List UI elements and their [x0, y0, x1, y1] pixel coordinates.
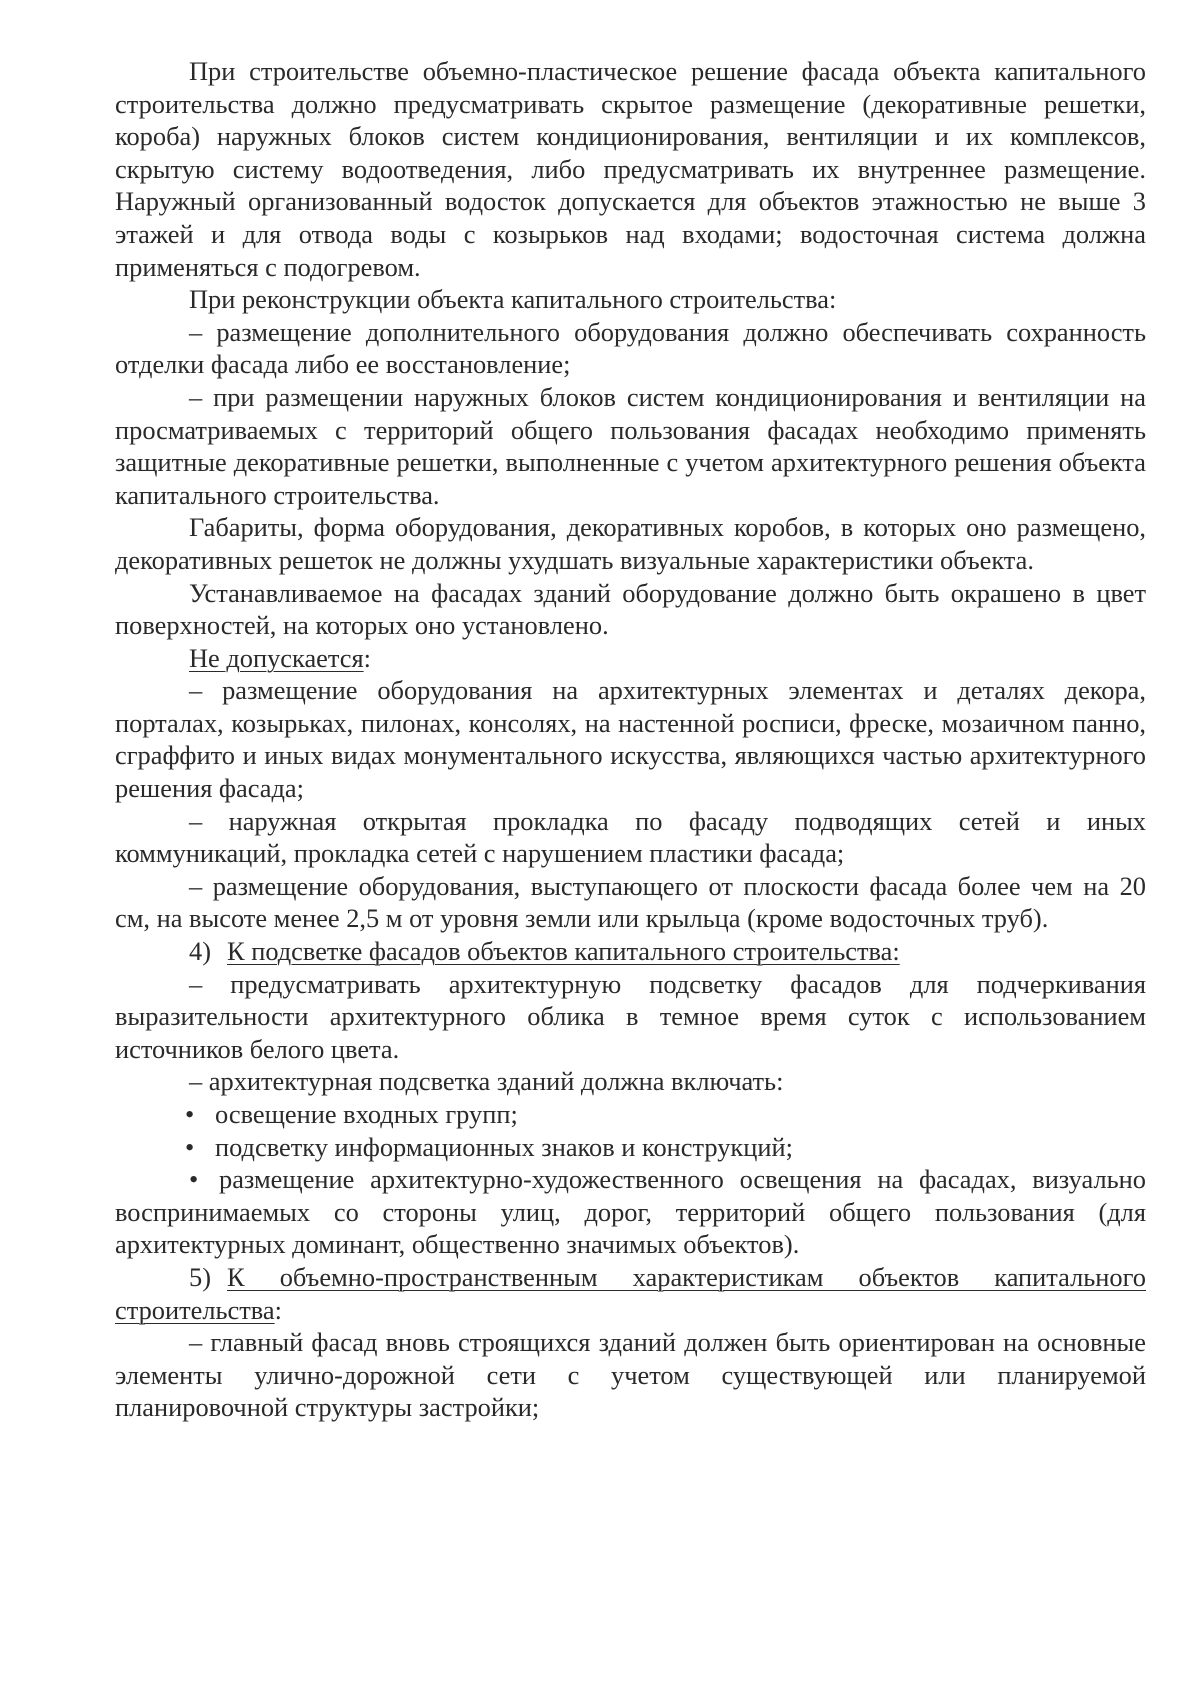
paragraph-outdoor-units: – при размещении наружных блоков систем кондиционирования и вентиляции на просматриваемых с территорий общего пользования фасадах необходимо применять защитные декоративные решетки, выполненные с учетом архитектурного решения объекта капитального строительства. [115, 381, 1146, 510]
not-allowed-colon: : [363, 642, 371, 673]
not-allowed-label: Не допускается [189, 642, 364, 673]
section-5-title: К объемно-пространственным характеристикам объектов капитального строительства [115, 1261, 1146, 1325]
bullet-marker: • [189, 1164, 199, 1195]
list-item [115, 1098, 1146, 1131]
document-body [115, 55, 1146, 1424]
bullet-sign-lighting: подсветку информационных знаков и конструкций; [215, 1131, 793, 1162]
section-4-heading [115, 935, 1146, 968]
paragraph-decor-elements: – размещение оборудования на архитектурных элементах и деталях декора, порталах, козырьках, пилонах, консолях, на настенной росписи, фреске, мозаичном панно, сграффито и иных видах монументального искусства, являющихся частью архитектурного решения фасада; [115, 675, 1146, 804]
paragraph-main-facade-orientation: – главный фасад вновь строящихся зданий должен быть ориентирован на основные элементы улично-дорожной сети с учетом существующей или планируемой планировочной структуры застройки; [115, 1327, 1146, 1423]
section-5-colon: : [274, 1294, 282, 1325]
paragraph-open-wiring: – наружная открытая прокладка по фасаду подводящих сетей и иных коммуникаций, прокладка сетей с нарушением пластики фасада; [115, 805, 1146, 869]
bullet-entrance-lighting: освещение входных групп; [215, 1099, 518, 1129]
paragraph-equipment-dimensions: Габариты, форма оборудования, декоративных коробов, в которых оно размещено, декоративных решеток не должны ухудшать визуальные характеристики объекта. [115, 512, 1146, 575]
not-allowed-heading [115, 642, 1146, 675]
section-4-title: К подсветке фасадов объектов капитального строительства: [227, 936, 900, 967]
list-item [115, 1131, 1146, 1164]
paragraph-equipment-color: Устанавливаемое на фасадах зданий оборудование должно быть окрашено в цвет поверхностей, на которых оно установлено. [115, 577, 1146, 641]
section-4-number: 4) [189, 936, 211, 967]
paragraph-protruding-equipment: – размещение оборудования, выступающего от плоскости фасада более чем на 20 см, на высоте менее 2,5 м от уровня земли или крыльца (кроме водосточных труб). [115, 870, 1146, 934]
paragraph-construction-facade: При строительстве объемно-пластическое решение фасада объекта капитального строительства должно предусматривать скрытое размещение (декоративные решетки, короба) наружных блоков систем кондиционирования, вентиляции и их комплексов, скрытую систему водоотведения, либо предусматривать их внутреннее размещение. Наружный организованный водосток допускается для объектов этажностью не выше 3 этажей и для отвода воды с козырьков над входами; водосточная система должна применяться с подогревом. [115, 56, 1146, 282]
bullet-marker: • [185, 1131, 195, 1162]
section-5-heading [115, 1261, 1146, 1326]
bullet-artistic-lighting: размещение архитектурно-художественного освещения на фасадах, визуально воспринимаемых со стороны улиц, дорог, территорий общего пользования (для архитектурных доминант, общественно значимых объектов). [115, 1164, 1146, 1260]
paragraph-reconstruction-heading: При реконструкции объекта капитального строительства: [189, 284, 837, 315]
bullet-marker: • [185, 1099, 195, 1129]
list-item [115, 1163, 1146, 1261]
paragraph-additional-equipment: – размещение дополнительного оборудования должно обеспечивать сохранность отделки фасада либо ее восстановление; [115, 316, 1146, 380]
paragraph-architectural-lighting: – предусматривать архитектурную подсветку фасадов для подчеркивания выразительности архитектурного облика в темное время суток с использованием источников белого цвета. [115, 968, 1146, 1064]
section-5-number: 5) [189, 1261, 211, 1292]
paragraph-lighting-includes: – архитектурная подсветка зданий должна включать: [189, 1066, 784, 1097]
